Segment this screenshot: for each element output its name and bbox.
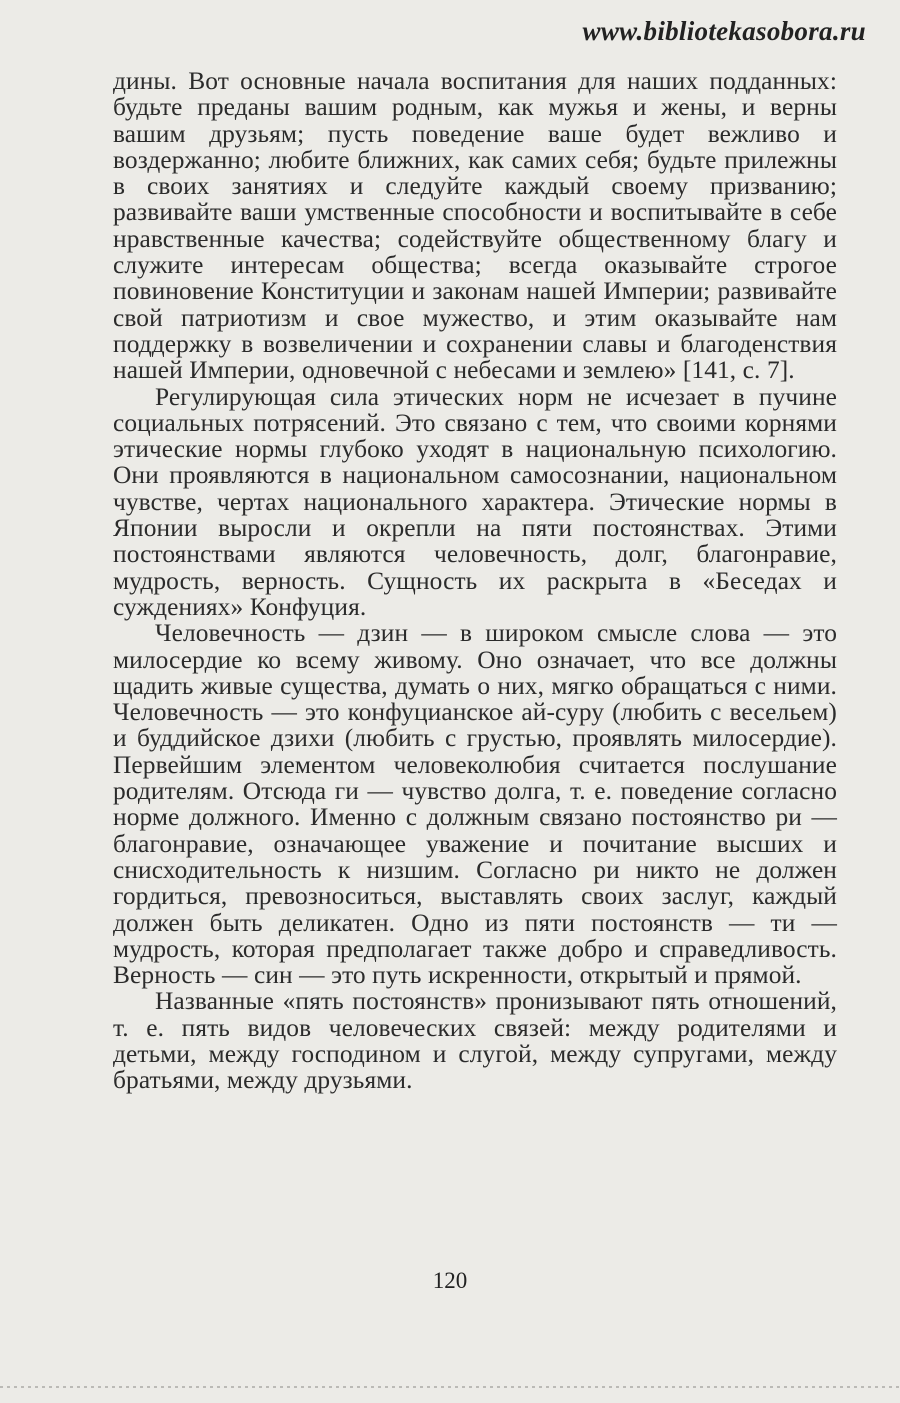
paragraph-3: Человечность — дзин — в широком смысле слова — это милосердие ко всему живому. Оно означает, что все должны щадить живые существа, думать о них, мягко обращаться с ними. Человечность — это конфуцианское ай-суру (любить с весельем) и буддийское дзихи (любить с грустью, проявлять милосердие). Первейшим элементом человеколюбия считается послушание родителям. Отсюда ги — чувство долга, т. е. поведение согласно норме должного. Именно с должным связано постоянство ри — благонравие, означающее уважение и почитание высших и снисходительность к низшим. Согласно ри никто не должен гордиться, превозноситься, выставлять своих заслуг, каждый должен быть деликатен. Одно из пяти постоянств — ти — мудрость, которая предполагает также добро и справедливость. Верность — син — это путь искренности, открытый и прямой. (113, 619, 837, 990)
paragraph-4: Названные «пять постоянств» пронизывают пять отношений, т. е. пять видов человеческих связей: между родителями и детьми, между господином и слугой, между супругами, между братьями, между друзьями. (113, 987, 837, 1095)
site-watermark: www.bibliotekasobora.ru (582, 16, 866, 46)
body-text (113, 68, 837, 1094)
paragraph-1: дины. Вот основные начала воспитания для наших подданных: будьте преданы вашим родным, как мужья и жены, и верны вашим друзьям; пусть поведение ваше будет вежливо и воздержанно; любите ближних, как самих себя; будьте прилежны в своих занятиях и следуйте каждый своему призванию; развивайте ваши умственные способности и воспитывайте в себе нравственные качества; содействуйте общественному благу и служите интересам общества; всегда оказывайте строгое повиновение Конституции и законам нашей Империи; развивайте свой патриотизм и свое мужество, и этим оказывайте нам поддержку в возвеличении и сохранении славы и благоденствия нашей Империи, одновечной с небесами и землею» [141, с. 7]. (113, 67, 837, 385)
page-number: 120 (432, 1268, 468, 1293)
page-edge-divider (0, 1386, 900, 1388)
paragraph-2: Регулирующая сила этических норм не исчезает в пучине социальных потрясений. Это связано с тем, что своими корнями этические нормы глубоко уходят в национальную психологию. Они проявляются в национальном самосознании, национальном чувстве, чертах национального характера. Этические нормы в Японии выросли и окрепли на пяти постоянствах. Этими постоянствами являются человечность, долг, благонравие, мудрость, верность. Сущность их раскрыта в «Беседах и суждениях» Конфуция. (113, 382, 837, 621)
